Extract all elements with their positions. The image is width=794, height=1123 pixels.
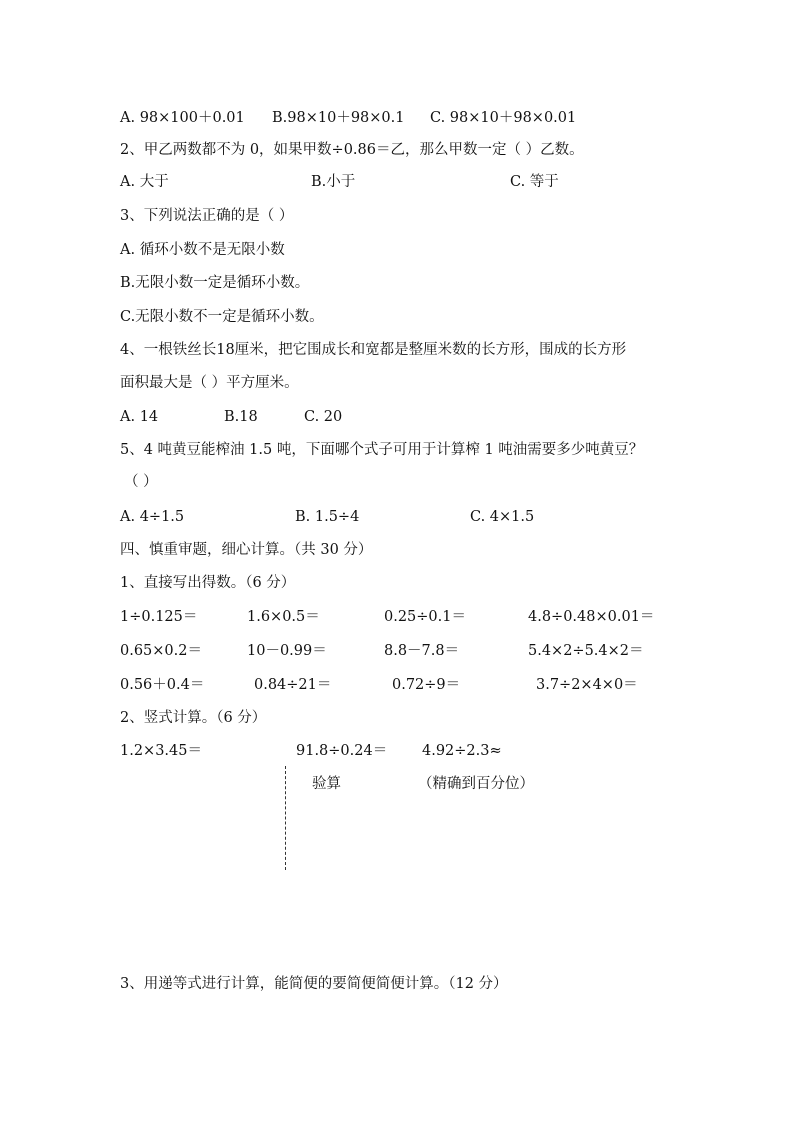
vertical-calc-1: 1.2×3.45＝ [120,743,202,759]
calc-r1-c4: 4.8÷0.48×0.01＝ [528,609,655,625]
q4-stem-line1: 4、一根铁丝长18厘米，把它围成长和宽都是整厘米数的长方形，围成的长方形 [120,342,627,358]
calc-r2-c3: 8.8－7.8＝ [384,643,460,659]
q3-option-c: C.无限小数不一定是循环小数。 [120,309,324,325]
q3-option-a: A. 循环小数不是无限小数 [120,242,285,258]
calc-r1-c1: 1÷0.125＝ [120,609,198,625]
q4-option-a: A. 14 [120,409,159,425]
q4-option-c: C. 20 [304,409,343,425]
calc-r3-c2: 0.84÷21＝ [254,677,332,693]
calc-r3-c4: 3.7÷2×4×0＝ [536,677,638,693]
q1-option-c: C. 98×10＋98×0.01 [430,110,577,126]
q1-option-b: B.98×10＋98×0.1 [272,110,405,126]
calc-r2-c2: 10－0.99＝ [247,643,327,659]
precision-note: （精确到百分位） [418,776,534,792]
calc-r1-c2: 1.6×0.5＝ [247,609,320,625]
q5-option-a: A. 4÷1.5 [120,509,185,525]
calc-r3-c1: 0.56＋0.4＝ [120,677,205,693]
q5-option-b: B. 1.5÷4 [295,509,360,525]
q4-stem-line2: 面积最大是（ ）平方厘米。 [120,375,299,391]
q2-option-a: A. 大于 [120,174,169,190]
calc-r2-c1: 0.65×0.2＝ [120,643,202,659]
check-label: 验算 [312,776,341,792]
q5-option-c: C. 4×1.5 [470,509,535,525]
q2-option-c: C. 等于 [510,174,559,190]
calc-r2-c4: 5.4×2÷5.4×2＝ [528,643,644,659]
q2-stem: 2、甲乙两数都不为 0，如果甲数÷0.86＝乙，那么甲数一定（ ）乙数。 [120,142,584,158]
vertical-calc-2: 91.8÷0.24＝ [296,743,388,759]
vertical-calc-3: 4.92÷2.3≈ [422,743,502,759]
q4-option-b: B.18 [224,409,258,425]
dashed-divider [285,766,286,870]
calc-r1-c3: 0.25÷0.1＝ [384,609,466,625]
q3-option-b: B.无限小数一定是循环小数。 [120,275,310,291]
section4-sub1: 1、直接写出得数。（6 分） [120,575,296,591]
section4-sub2: 2、竖式计算。（6 分） [120,710,267,726]
section4-title: 四、慎重审题，细心计算。（共 30 分） [120,542,373,558]
q5-stem: 5、4 吨黄豆能榨油 1.5 吨，下面哪个式子可用于计算榨 1 吨油需要多少吨黄豆？ [120,442,644,458]
section4-sub3: 3、用递等式进行计算，能简便的要简便简便计算。（12 分） [120,976,508,992]
q5-blank: （ ） [124,474,158,490]
q2-option-b: B.小于 [311,174,356,190]
q3-stem: 3、下列说法正确的是（ ） [120,208,294,224]
calc-r3-c3: 0.72÷9＝ [392,677,461,693]
q1-option-a: A. 98×100＋0.01 [120,110,245,126]
